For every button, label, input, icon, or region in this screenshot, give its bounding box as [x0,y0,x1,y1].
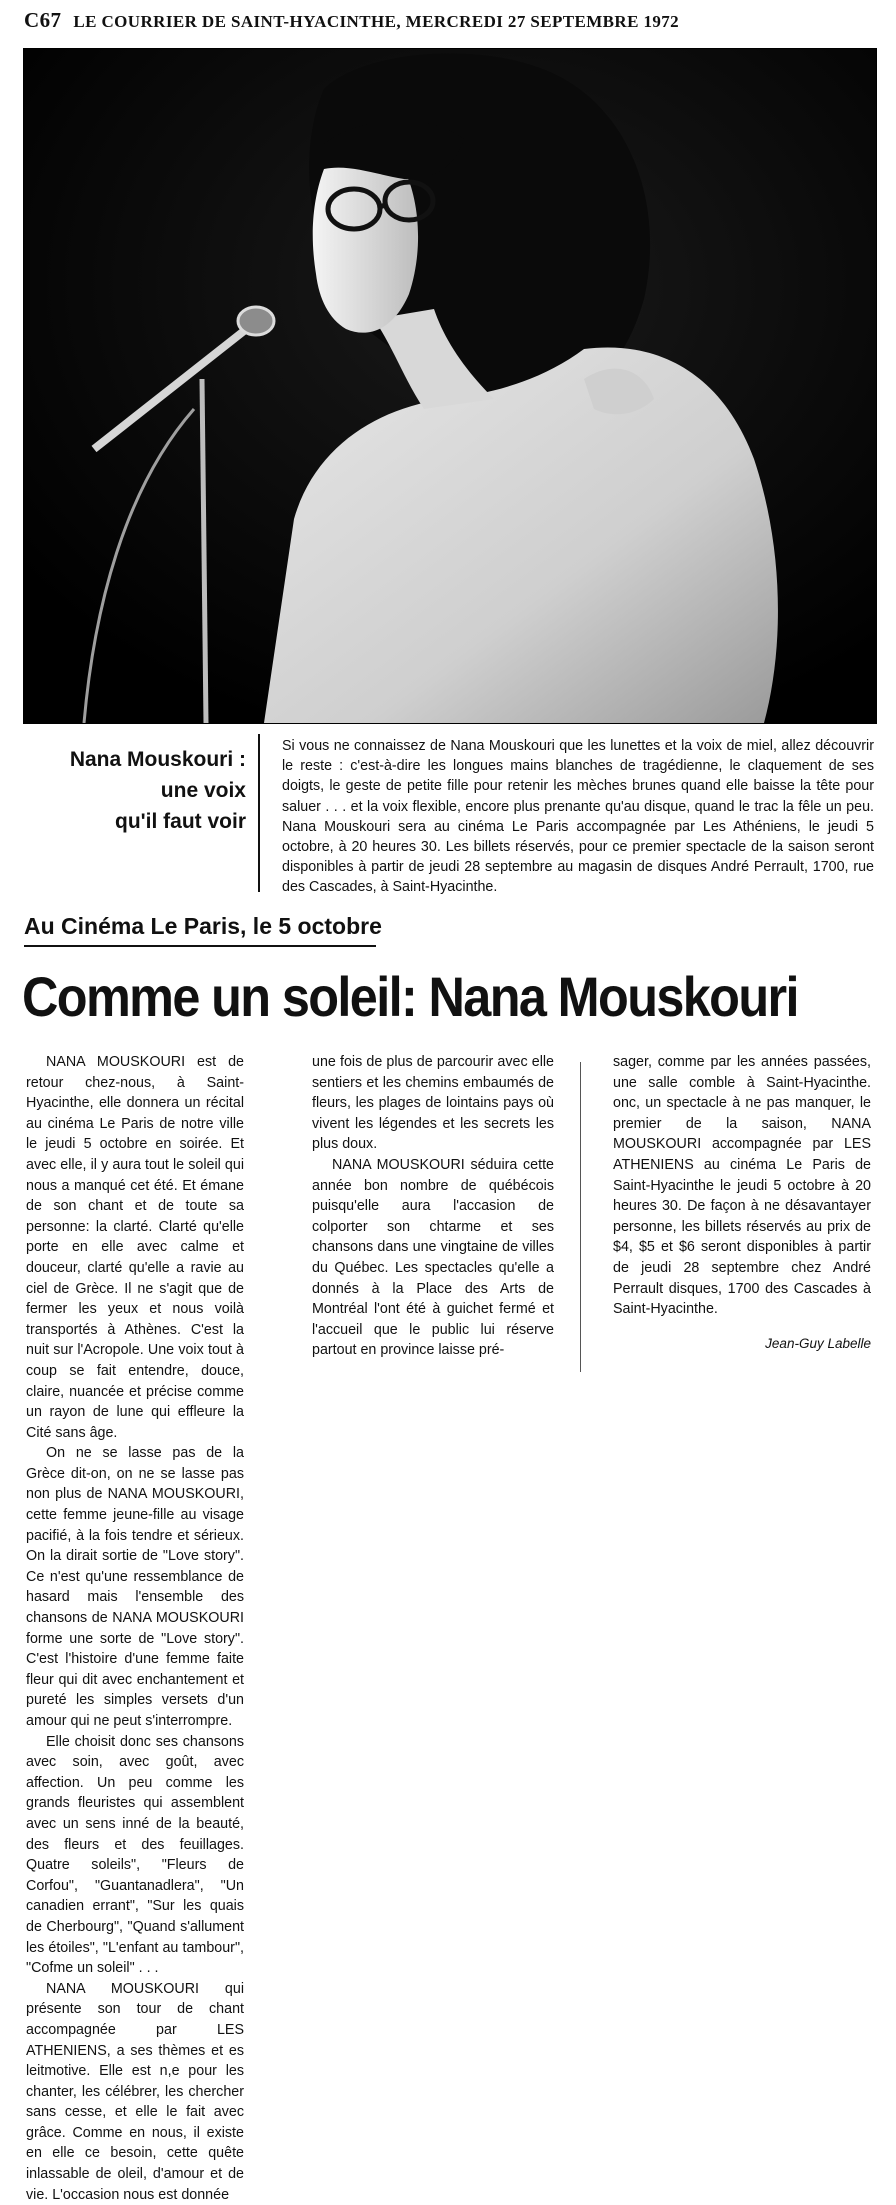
article-column-1 [26,1052,244,2205]
singer-photo [23,48,877,724]
singer-at-microphone-photo [24,49,876,723]
paragraph: On ne se lasse pas de la Grèce dit-on, on ne se lasse pas non plus de NANA MOUSKOURI, cette femme jeune-fille au visage pacifié, à la fois tendre et sérieux. On la dirait sortie de "Love story". Ce n'est qu'une ressemblance de hasard mais l'ensemble des chansons de NANA MOUSKOURI forme une sorte de "Love story". C'est l'histoire d'une femme faite fleur qui dit avec enchantement et pureté les simples versets d'un amour qui ne peut s'interrompre. [26,1445,244,1729]
byline-signature: Jean-Guy Labelle [765,1335,871,1351]
photo-caption-title: Nana Mouskouri : une voix qu'il faut voir [69,748,246,833]
caption-divider [258,734,260,892]
article-kicker: Au Cinéma Le Paris, le 5 octobre [24,913,382,939]
article-headline: Comme un soleil: Nana Mouskouri [22,965,798,1028]
article-column-3 [613,1052,871,1354]
paragraph: NANA MOUSKOURI qui présente son tour de chant accompagnée par LES ATHENIENS, a ses thèmes et es leitmotive. Elle est n,e pour les chanter, les célébrer, les chercher sans cesse, et elle le fait avec grâce. Comme en nous, il existe en elle ce besoin, cette quête inlassable de oleil, d'amour et de vie. L'occasion nous est donnée [26,1980,244,2203]
paragraph: NANA MOUSKOURI séduira cette année bon nombre de québécois puisqu'elle aura l'accasion de colporter son chtarme et ses chansons dans une vingtaine de villes du Québec. Les spectacles qu'elle a donnés à la Place des Arts de Montréal l'ont été à guichet fermé et l'accueil que le public lui réserve partout en province laisse pré- [312,1156,554,1359]
paragraph: NANA MOUSKOURI est de retour chez-nous, à Saint-Hyacinthe, elle donnera un récital au cinéma Le Paris de notre ville le jeudi 5 octobre en soirée. Et avec elle, il y aura tout le soleil qui nous a manqué cet été. Et émane de son chant et de toute sa personne: la clarté. Clarté qu'elle porte en elle avec calme et douceur, clarté qu'elle a ravie au ciel de Grèce. Il ne s'agit que de fermer les yeux et nous voilà transportés à Athènes. C'est la nuit sur l'Acropole. Une voix tout à coup se fait entendre, douce, claire, nuancée et précise comme un rayon de lune qui effleure la Cité sans âge. [26,1054,244,1441]
masthead-line: LE COURRIER DE SAINT-HYACINTHE, MERCREDI 27 SEPTEMBRE 1972 [73,12,680,31]
kicker-underline [24,945,376,947]
page-number: C67 [24,8,62,32]
photo-caption-text: Si vous ne connaissez de Nana Mouskouri que les lunettes et la voix de miel, allez découvrir le reste : c'est-à-dire les longues mains blanches de tragédienne, le claquement de ses doigts, le geste de petite fille pour retenir les mèches brunes quand elle baisse la tête pour saluer . . . et la voix flexible, encore plus prenante qu'au disque, quand le trac la fêle un peu. Nana Mouskouri sera au cinéma Le Paris accompagnée par Les Athéniens, le jeudi 5 octobre, à 20 heures 30. Les billets réservés, pour ce premier spectacle de la saison seront disponibles à partir de jeudi 28 septembre au magasin de disques André Perrault, 1700, rue des Cascades, à Saint-Hyacinthe. [282,738,874,896]
article-column-2 [312,1052,554,1361]
paragraph: sager, comme par les années passées, une salle comble à Saint-Hyacinthe. onc, un spectacle à ne pas manquer, le premier de la saison, NANA MOUSKOURI accompagnée par LES ATHENIENS au cinéma Le Paris de Saint-Hyacinthe le jeudi 5 octobre à 20 heures 30. De façon à ne désavantayer personne, les billets réservés au prix de $4, $5 et $6 seront disponibles à partir de jeudi 28 septembre chez André Perrault disques, 1700 des Cascades à Saint-Hyacinthe. [613,1054,871,1318]
paragraph: Elle choisit donc ses chansons avec soin, avec goût, avec affection. Un peu comme les grands fleuristes qui assemblent avec un sens inné de la beauté, des fleurs et des feuillages. Quatre soleils", "Fleurs de Corfou", "Guantanadlera", "Un canadien errant", "Sur les quais de Cherbourg", "Quand s'allument les étoiles", "L'enfant au tambour", "Cofme un soleil" . . . [26,1733,244,1977]
masthead [24,8,874,42]
paragraph: une fois de plus de parcourir avec elle sentiers et les chemins embaumés de fleurs, les plages de lointains pays où vivent les légendes et les secrets les plus doux. [312,1054,554,1153]
column-divider [580,1062,581,1372]
